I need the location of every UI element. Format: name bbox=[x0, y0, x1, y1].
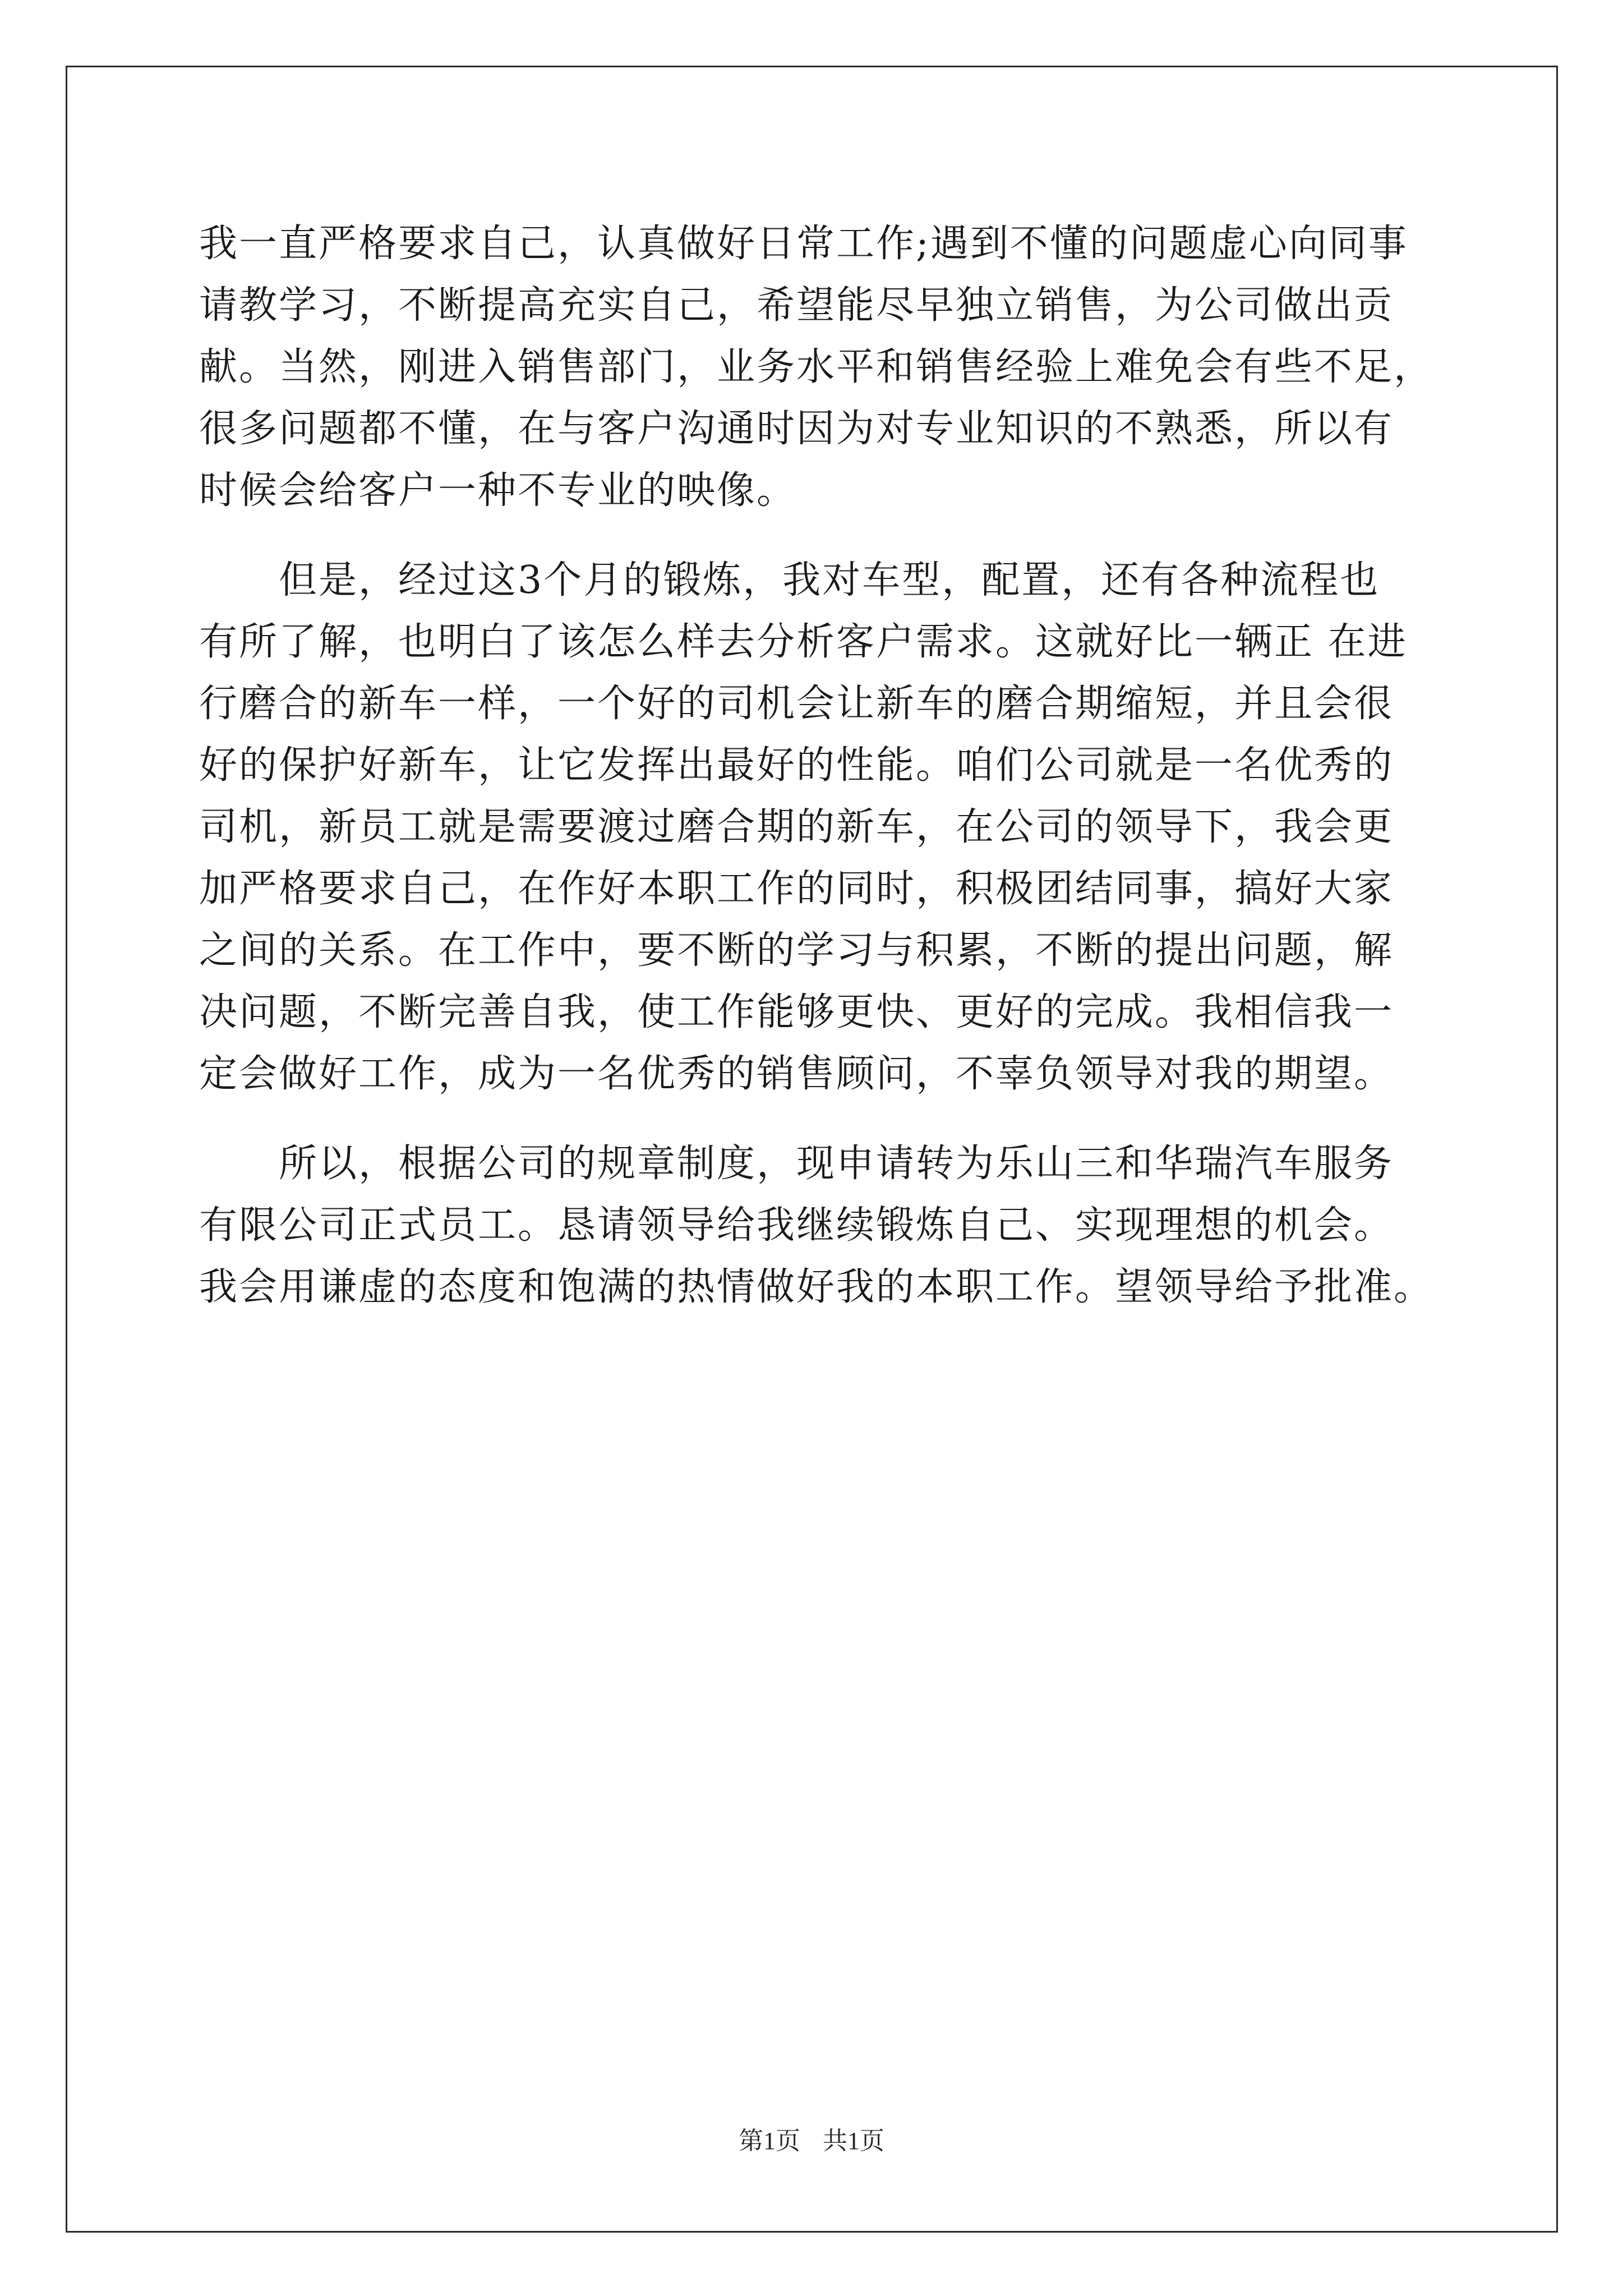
page-footer bbox=[0, 2120, 1623, 2156]
text-line: 所以，根据公司的规章制度，现申请转为乐山三和华瑞汽车服务 bbox=[199, 1142, 1394, 1186]
text-line: 行磨合的新车一样，一个好的司机会让新车的磨合期缩短，并且会很 bbox=[199, 682, 1394, 726]
text-line: 很多问题都不懂，在与客户沟通时因为对专业知识的不熟悉，所以有 bbox=[199, 407, 1394, 451]
text-line: 定会做好工作，成为一名优秀的销售顾问，不辜负领导对我的期望。 bbox=[199, 1052, 1394, 1096]
text-line: 之间的关系。在工作中，要不断的学习与积累，不断的提出问题，解 bbox=[199, 928, 1394, 973]
text-line: 我一直严格要求自己，认真做好日常工作;遇到不懂的问题虚心向同事 bbox=[199, 222, 1408, 266]
text-line: 但是，经过这3个月的锻炼，我对车型，配置，还有各种流程也 bbox=[199, 558, 1380, 602]
text-line: 献。当然，刚进入销售部门，业务水平和销售经验上难免会有些不足， bbox=[199, 345, 1434, 389]
text-line: 加严格要求自己，在作好本职工作的同时，积极团结同事，搞好大家 bbox=[199, 867, 1394, 911]
text-line: 时候会给客户一种不专业的映像。 bbox=[199, 468, 797, 513]
text-line: 有限公司正式员工。恳请领导给我继续锻炼自己、实现理想的机会。 bbox=[199, 1203, 1394, 1248]
page-number: 第1页 bbox=[739, 2127, 800, 2155]
text-line: 司机，新员工就是需要渡过磨合期的新车，在公司的领导下，我会更 bbox=[199, 805, 1394, 849]
document-body bbox=[199, 213, 1433, 1318]
text-line: 决问题，不断完善自我，使工作能够更快、更好的完成。我相信我一 bbox=[199, 990, 1394, 1034]
text-line: 好的保护好新车，让它发挥出最好的性能。咱们公司就是一名优秀的 bbox=[199, 743, 1394, 788]
page-total: 共1页 bbox=[823, 2127, 884, 2155]
text-line: 有所了解，也明白了该怎么样去分析客户需求。这就好比一辆正 在进 bbox=[199, 620, 1408, 664]
text-line: 我会用谦虚的态度和饱满的热情做好我的本职工作。望领导给予批准。 bbox=[199, 1265, 1434, 1309]
text-line: 请教学习，不断提高充实自己，希望能尽早独立销售，为公司做出贡 bbox=[199, 283, 1394, 328]
